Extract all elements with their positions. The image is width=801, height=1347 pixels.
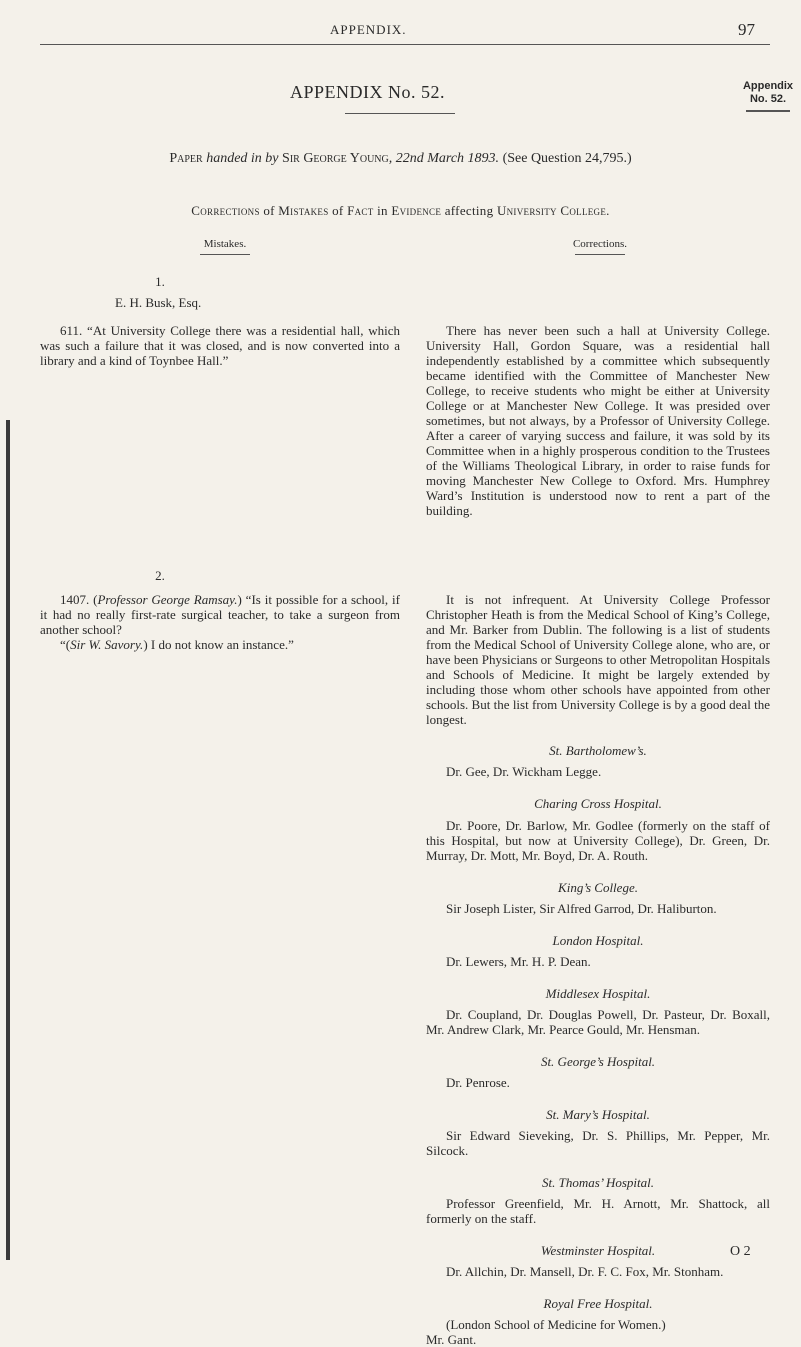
appendix-title: APPENDIX No. 52. xyxy=(290,82,446,102)
sh-university: University College xyxy=(496,203,607,218)
hospital-staff: Dr. Poore, Dr. Barlow, Mr. Godlee (formerly on the staff of this Hospital, but now at University College), Dr. Green, Dr. Murray, Dr. Mott, Mr. Boyd, Dr. A. Routh. xyxy=(426,818,770,863)
entry2-answer xyxy=(40,637,400,652)
entry2-mistake xyxy=(40,592,400,652)
running-head-title: APPENDIX. xyxy=(330,22,407,37)
corrections-rule xyxy=(575,254,625,255)
entry2-correction xyxy=(426,592,770,1347)
sh-affecting: affecting xyxy=(441,203,497,218)
hospital-name: Royal Free Hospital. xyxy=(543,1296,653,1311)
hospital-name: Middlesex Hospital. xyxy=(545,986,651,1001)
column-head-mistakes: Mistakes. xyxy=(203,238,247,250)
hospital-staff: Sir Joseph Lister, Sir Alfred Garrod, Dr. Haliburton. xyxy=(446,901,717,916)
heading-question-ref: (See Question 24,795.) xyxy=(499,151,632,166)
binding-edge-bar xyxy=(6,420,10,1260)
side-label-rule xyxy=(746,110,790,112)
hospital-staff: Professor Greenfield, Mr. H. Arnott, Mr. Shattock, all formerly on the staff. xyxy=(426,1196,770,1226)
entry2-number: 2. xyxy=(155,568,165,583)
hospital-staff: Dr. Coupland, Dr. Douglas Powell, Dr. Pasteur, Dr. Boxall, Mr. Andrew Clark, Mr. Pearce Gould, Mr. Hensman. xyxy=(426,1007,770,1037)
hospital-staff: Dr. Gee, Dr. Wickham Legge. xyxy=(446,764,602,779)
entry2-a-who: Sir W. Savory. xyxy=(70,637,144,652)
sh-corrections: Corrections xyxy=(191,203,260,218)
heading-author: Sir George Young xyxy=(282,151,389,166)
sh-mistakes: Mistakes xyxy=(278,203,329,218)
heading-paper: Paper xyxy=(169,151,203,166)
entry2-q-text: ) “Is it possible for a school, if it had no really first-rate surgical teacher, to take a surgeon from another school? xyxy=(40,592,400,637)
hospital-name: St. Bartholomew’s. xyxy=(549,743,647,758)
entry1-number: 1. xyxy=(155,274,165,289)
hospital-staff: Sir Edward Sieveking, Dr. S. Phillips, Mr. Pepper, Mr. Silcock. xyxy=(426,1128,770,1158)
hospital-staff-2: Mr. Gant. xyxy=(426,1332,477,1347)
side-label-line2: No. 52. xyxy=(749,93,787,105)
heading-date: , 22nd March 1893. xyxy=(388,151,500,166)
column-head-corrections: Corrections. xyxy=(572,238,628,250)
signature-mark: O 2 xyxy=(730,1244,751,1259)
entry2-question xyxy=(40,592,400,637)
sh-period: . xyxy=(606,203,610,218)
hospital-name: Westminster Hospital. xyxy=(540,1243,656,1258)
page-number: 97 xyxy=(738,20,755,39)
sh-evidence: Evidence xyxy=(391,203,442,218)
sh-in: in xyxy=(373,203,392,218)
sh-of2: of xyxy=(328,203,348,218)
side-label-line1: Appendix xyxy=(742,80,794,92)
header-rule xyxy=(40,44,770,45)
entry1-name: E. H. Busk, Esq. xyxy=(115,295,202,310)
entry2-q-num: 1407. ( xyxy=(60,592,98,607)
title-rule xyxy=(345,113,455,114)
hospital-name: St. George’s Hospital. xyxy=(540,1054,656,1069)
entry1-correction-text: There has never been such a hall at University College. University Hall, Gordon Square, was a residential hall independently established by a committee which subsequently became identified with the Committee of Manchester New College, to receive students who might be either at University College or at Manchester New College. It was presided over sometimes, but not always, by a Professor of University College. After a career of varying success and failure, it was sold by its Committee when in a highly prosperous condition to the Trustees of the Williams Theological Library, in order to raise funds for moving Manchester New College to Oxford. Mrs. Humphrey Ward’s Institution is understood now to rent a part of the building. xyxy=(426,323,770,518)
entry2-q-who: Professor George Ramsay. xyxy=(97,592,238,607)
entry1-mistake xyxy=(40,323,400,368)
entry2-correction-text: It is not infrequent. At University College Professor Christopher Heath is from the Medical School of King’s College, and Mr. Barker from Dublin. The following is a list of students from the Medical School of University College alone, who are, or have been Physicians or Surgeons to other Metropolitan Hospitals and Schools of Medicine. It might be largely extended by including those whom other schools have appointed from other schools. But the list from University College is by a good deal the longest. xyxy=(426,592,770,727)
entry2-a-text: ) I do not know an instance.” xyxy=(143,637,294,652)
entry1-mistake-text: 611. “At University College there was a residential hall, which was such a failure that it was closed, and is now converted into a library and a kind of Toynbee Hall.” xyxy=(40,323,400,368)
mistakes-rule xyxy=(200,254,250,255)
entry1-correction xyxy=(426,323,770,518)
hospital-staff: (London School of Medicine for Women.) xyxy=(446,1317,666,1332)
hospital-name: St. Mary’s Hospital. xyxy=(546,1107,650,1122)
hospital-name: Charing Cross Hospital. xyxy=(534,796,662,811)
side-label xyxy=(738,80,798,106)
hospital-name: King’s College. xyxy=(558,880,638,895)
sh-fact: Fact xyxy=(347,203,374,218)
hospital-staff: Dr. Allchin, Dr. Mansell, Dr. F. C. Fox, Mr. Stonham. xyxy=(446,1264,724,1279)
hospital-name: London Hospital. xyxy=(552,933,644,948)
corrections-heading xyxy=(0,203,801,219)
sh-of1: of xyxy=(259,203,279,218)
hospital-name: St. Thomas’ Hospital. xyxy=(542,1175,654,1190)
running-head xyxy=(0,22,801,46)
entry2-a-open: “( xyxy=(60,637,71,652)
hospital-staff: Dr. Lewers, Mr. H. P. Dean. xyxy=(446,954,591,969)
hospital-staff: Dr. Penrose. xyxy=(446,1075,510,1090)
paper-heading xyxy=(0,151,801,167)
heading-handed: handed in by xyxy=(202,151,283,166)
